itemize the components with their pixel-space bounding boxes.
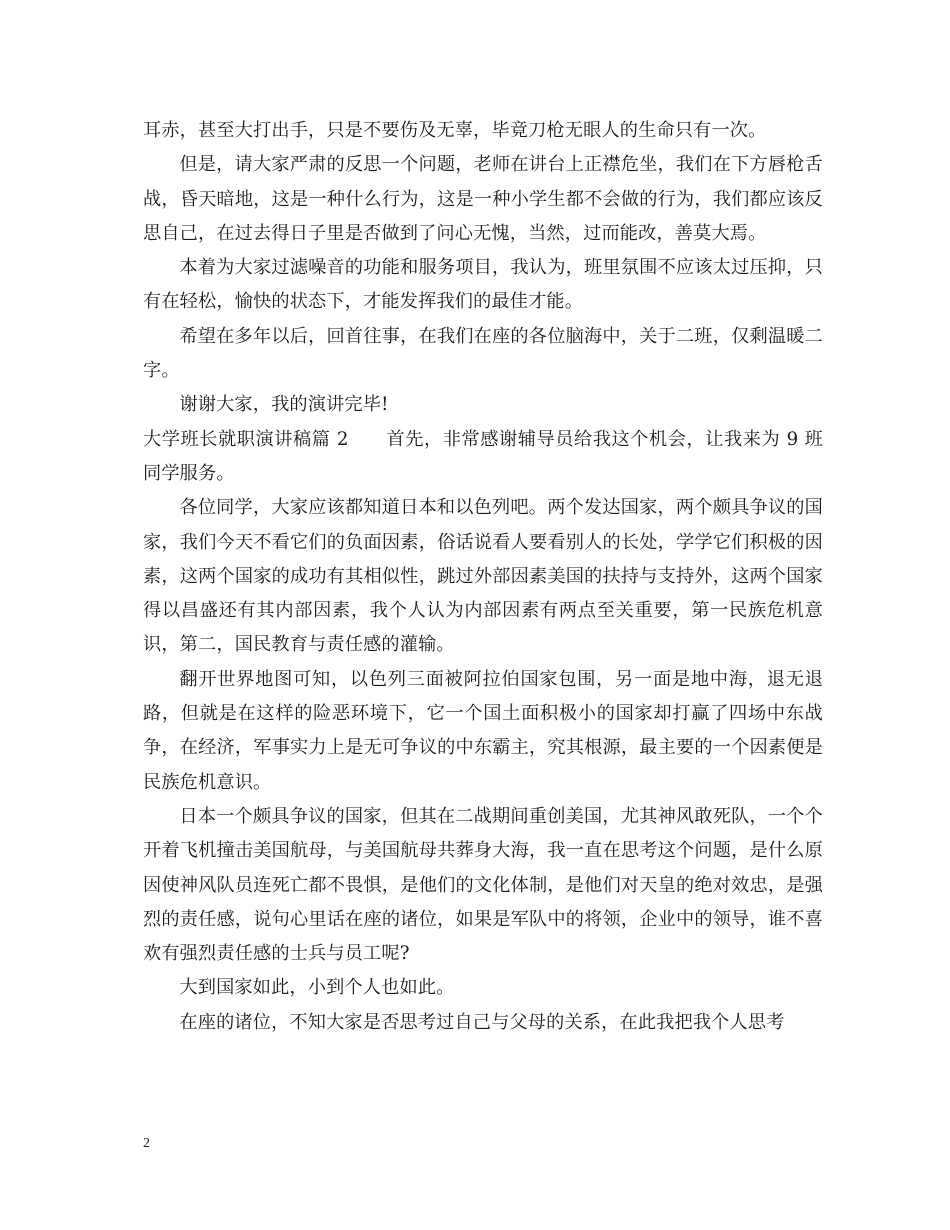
paragraph: 各位同学，大家应该都知道日本和以色列吧。两个发达国家，两个颇具争议的国家，我们今天不看它们的负面因素，俗话说看人要看别人的长处，学学它们积极的因素，这两个国家的成功有其相似性，跳过外部因素美国的扶持与支持外，这两个国家得以昌盛还有其内部因素，我个人认为内部因素有两点至关重要，第一民族危机意识，第二，国民教育与责任感的灌输。 <box>143 497 823 656</box>
paragraph: 希望在多年以后，回首往事，在我们在座的各位脑海中，关于二班，仅剩温暖二字。 <box>143 325 823 382</box>
paragraph: 日本一个颇具争议的国家，但其在二战期间重创美国，尤其神风敢死队，一个个开着飞机撞击美国航母，与美国航母共葬身大海，我一直在思考这个问题，是什么原因使神风队员连死亡都不畏惧，是他们的文化体制，是他们对天皇的绝对效忠，是强烈的责任感，说句心里话在座的诸位，如果是军队中的将领，企业中的领导，谁不喜欢有强烈责任感的士兵与员工呢? <box>143 805 823 965</box>
paragraph: 本着为大家过滤噪音的功能和服务项目，我认为，班里氛围不应该太过压抑，只有在轻松，愉快的状态下，才能发挥我们的最佳才能。 <box>143 257 823 313</box>
page-number: 2 <box>143 1136 150 1151</box>
paragraph: 在座的诸位，不知大家是否思考过自己与父母的关系，在此我把我个人思考 <box>179 1011 785 1033</box>
paragraph: 耳赤，甚至大打出手，只是不要伤及无辜，毕竟刀枪无眼人的生命只有一次。 <box>143 120 767 141</box>
paragraph: 翻开世界地图可知，以色列三面被阿拉伯国家包围，另一面是地中海，退无退路，但就是在这样的险恶环境下，它一个国土面积极小的国家却打赢了四场中东战争，在经济，军事实力上是无可争议的中东霸主，究其根源，最主要的一个因素便是民族危机意识。 <box>143 668 823 793</box>
paragraph: 大到国家如此，小到个人也如此。 <box>179 977 455 999</box>
paragraph: 谢谢大家，我的演讲完毕! <box>179 394 389 416</box>
paragraph: 大学班长就职演讲稿篇 2 首先，非常感谢辅导员给我这个机会，让我来为 9 班同学服务。 <box>143 428 823 484</box>
document-body <box>143 114 823 1040</box>
paragraph: 但是，请大家严肃的反思一个问题，老师在讲台上正襟危坐，我们在下方唇枪舌战，昏天暗地，这是一种什么行为，这是一种小学生都不会做的行为，我们都应该反思自己，在过去得日子里是否做到了问心无愧，当然，过而能改，善莫大焉。 <box>143 154 823 244</box>
